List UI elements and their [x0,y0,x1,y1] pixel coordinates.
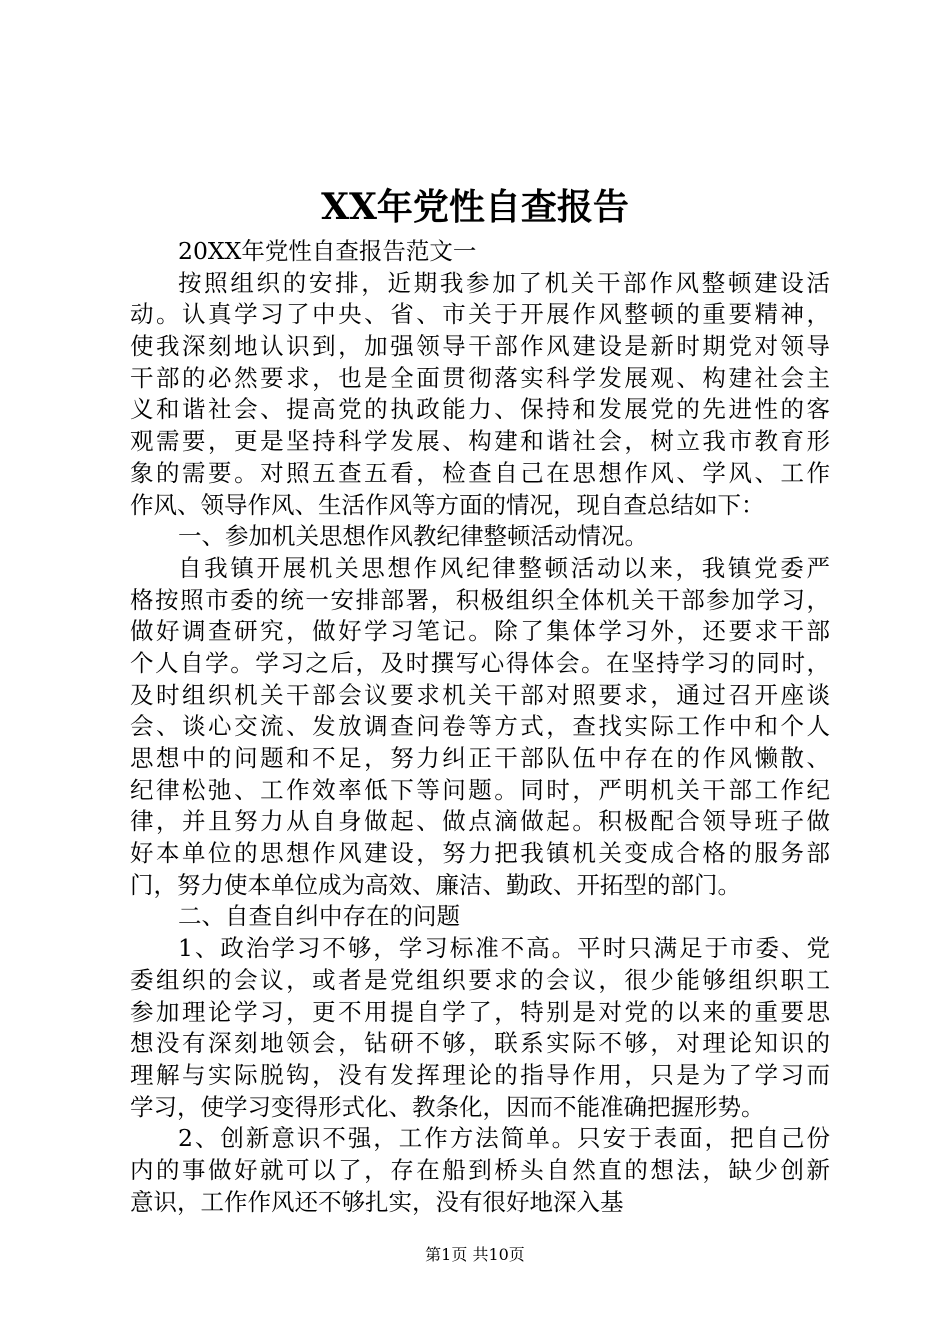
document-body [130,236,830,1218]
text-line: 按照组织的安排，近期我参加了机关干部作风整顿建设活 [178,268,830,297]
text-line: 内的事做好就可以了，存在船到桥头自然直的想法，缺少创新 [130,1155,830,1184]
text-line: 理解与实际脱钩，没有发挥理论的指导作用，只是为了学习而 [130,1060,830,1089]
text-line: 1、政治学习不够，学习标准不高。平时只满足于市委、党 [178,934,830,963]
text-line: 会、谈心交流、发放调查问卷等方式，查找实际工作中和个人 [130,712,830,741]
text-line: 做好调查研究，做好学习笔记。除了集体学习外，还要求干部 [130,617,830,646]
text-line: 义和谐社会、提高党的执政能力、保持和发展党的先进性的客 [130,395,830,424]
text-line: 门，努力使本单位成为高效、廉洁、勤政、开拓型的部门。 [130,870,741,899]
text-line: 及时组织机关干部会议要求机关干部对照要求，通过召开座谈 [130,680,830,709]
section-heading: 二、自查自纠中存在的问题 [178,902,460,931]
text-line: 参加理论学习，更不用提自学了，特别是对党的以来的重要思 [130,997,830,1026]
section-heading: 20XX年党性自查报告范文一 [178,237,477,265]
text-line: 思想中的问题和不足，努力纠正干部队伍中存在的作风懒散、 [130,744,830,772]
text-line: 好本单位的思想作风建设，努力把我镇机关变成合格的服务部 [130,839,830,868]
text-line: 律，并且努力从自身做起、做点滴做起。积极配合领导班子做 [130,807,830,836]
document-title: XX年党性自查报告 [321,186,629,228]
text-line: 学习，使学习变得形式化、教条化，因而不能准确把握形势。 [130,1092,765,1121]
text-line: 纪律松弛、工作效率低下等问题。同时，严明机关干部工作纪 [130,775,830,804]
text-line: 委组织的会议，或者是党组织要求的会议，很少能够组织职工 [130,965,830,994]
text-line: 干部的必然要求，也是全面贯彻落实科学发展观、构建社会主 [130,363,830,392]
text-line: 观需要，更是坚持科学发展、构建和谐社会，树立我市教育形 [130,427,830,456]
text-line: 个人自学。学习之后，及时撰写心得体会。在坚持学习的同时， [130,648,830,677]
text-line: 2、创新意识不强，工作方法简单。只安于表面，把自己份 [178,1124,830,1153]
text-line: 想没有深刻地领会，钻研不够，联系实际不够，对理论知识的 [130,1029,830,1058]
text-line: 作风、领导作风、生活作风等方面的情况，现自查总结如下： [130,490,765,519]
text-line: 格按照市委的统一安排部署，积极组织全体机关干部参加学习， [130,585,830,614]
section-heading: 一、参加机关思想作风教纪律整顿活动情况。 [178,522,648,551]
text-line: 自我镇开展机关思想作风纪律整顿活动以来，我镇党委严 [178,553,830,582]
text-line: 意识，工作作风还不够扎实，没有很好地深入基 [130,1187,624,1216]
text-line: 象的需要。对照五查五看，检查自己在思想作风、学风、工作 [130,458,830,487]
page-footer: 第1页 共10页 [425,1245,525,1264]
text-line: 动。认真学习了中央、省、市关于开展作风整顿的重要精神， [130,300,830,329]
text-line: 使我深刻地认识到，加强领导干部作风建设是新时期党对领导 [130,332,830,361]
